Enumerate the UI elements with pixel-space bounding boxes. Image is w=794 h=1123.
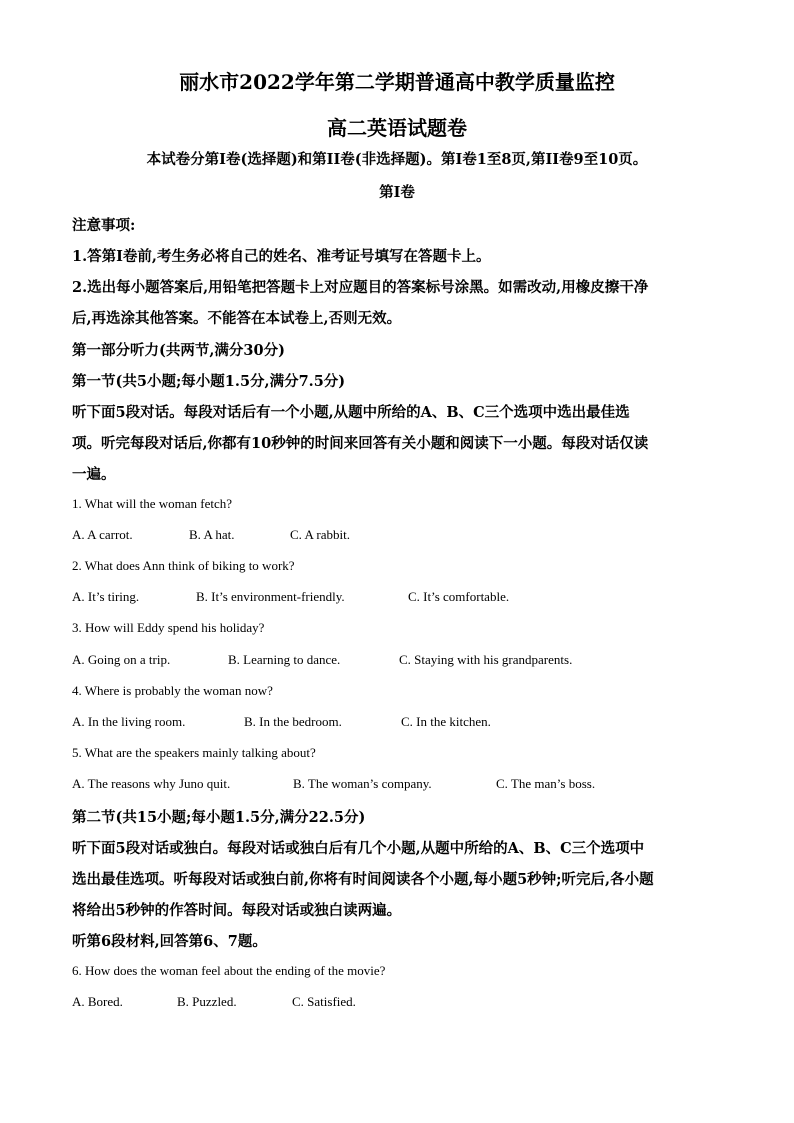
exam-title: 丽水市2022学年第二学期普通高中教学质量监控 [179, 70, 615, 94]
section1-instr-line2: 项。听完每段对话后,你都有10秒钟的时间来回答有关小题和阅读下一小题。每段对话仅读 [72, 435, 649, 452]
question-option: C. Satisfied. [292, 994, 356, 1009]
part1-heading: 第一部分听力(共两节,满分30分) [72, 342, 285, 359]
section1-instr-line3: 一遍。 [72, 466, 116, 483]
section1-heading: 第一节(共5小题;每小题1.5分,满分7.5分) [72, 373, 346, 390]
section2-instr-line1: 听下面5段对话或独白。每段对话或独白后有几个小题,从题中所给的A、B、C三个选项中 [72, 840, 645, 857]
section2-instr-line3: 将给出5秒钟的作答时间。每段对话或独白读两遍。 [72, 902, 402, 919]
question-option: C. The man’s boss. [496, 776, 596, 791]
question-option: B. Puzzled. [177, 994, 237, 1009]
question-option: A. Bored. [72, 994, 123, 1009]
question-option: B. It’s environment-friendly. [196, 589, 345, 604]
question-option: C. A rabbit. [290, 527, 350, 542]
section2-instr-line2: 选出最佳选项。听每段对话或独白前,你将有时间阅读各个小题,每小题5秒钟;听完后,各小题 [72, 871, 654, 888]
question-stem: 2. What does Ann think of biking to work? [72, 558, 295, 573]
question-option: A. It’s tiring. [72, 589, 140, 604]
notes-heading: 注意事项: [72, 217, 136, 234]
question-option: A. Going on a trip. [72, 652, 171, 667]
notes-item-2-line2: 后,再选涂其他答案。不能答在本试卷上,否则无效。 [72, 310, 402, 327]
question-option: A. In the living room. [72, 714, 186, 729]
question-stem: 4. Where is probably the woman now? [72, 683, 273, 698]
question-stem: 3. How will Eddy spend his holiday? [72, 620, 265, 635]
section2-heading: 第二节(共15小题;每小题1.5分,满分22.5分) [72, 809, 366, 826]
question-option: B. In the bedroom. [244, 714, 342, 729]
material-6-label: 听第6段材料,回答第6、7题。 [72, 933, 267, 950]
section1-instr-line1: 听下面5段对话。每段对话后有一个小题,从题中所给的A、B、C三个选项中选出最佳选 [72, 404, 630, 421]
notes-item-2-line1: 2.选出每小题答案后,用铅笔把答题卡上对应题目的答案标号涂黑。如需改动,用橡皮擦干净 [72, 279, 649, 296]
question-option: C. Staying with his grandparents. [399, 652, 573, 667]
exam-intro: 本试卷分第I卷(选择题)和第II卷(非选择题)。第I卷1至8页,第II卷9至10页。 [146, 151, 648, 168]
notes-item-1: 1.答第I卷前,考生务必将自己的姓名、准考证号填写在答题卡上。 [72, 248, 491, 265]
question-option: A. The reasons why Juno quit. [72, 776, 231, 791]
question-option: C. In the kitchen. [401, 714, 491, 729]
exam-subtitle: 高二英语试题卷 [327, 116, 467, 140]
question-option: C. It’s comfortable. [408, 589, 510, 604]
question-stem: 5. What are the speakers mainly talking about? [72, 745, 316, 760]
question-option: B. The woman’s company. [293, 776, 432, 791]
question-stem: 1. What will the woman fetch? [72, 496, 233, 511]
question-option: B. A hat. [189, 527, 235, 542]
question-option: A. A carrot. [72, 527, 133, 542]
question-option: B. Learning to dance. [228, 652, 341, 667]
question-stem: 6. How does the woman feel about the ending of the movie? [72, 963, 386, 978]
volume-label: 第I卷 [379, 184, 415, 201]
